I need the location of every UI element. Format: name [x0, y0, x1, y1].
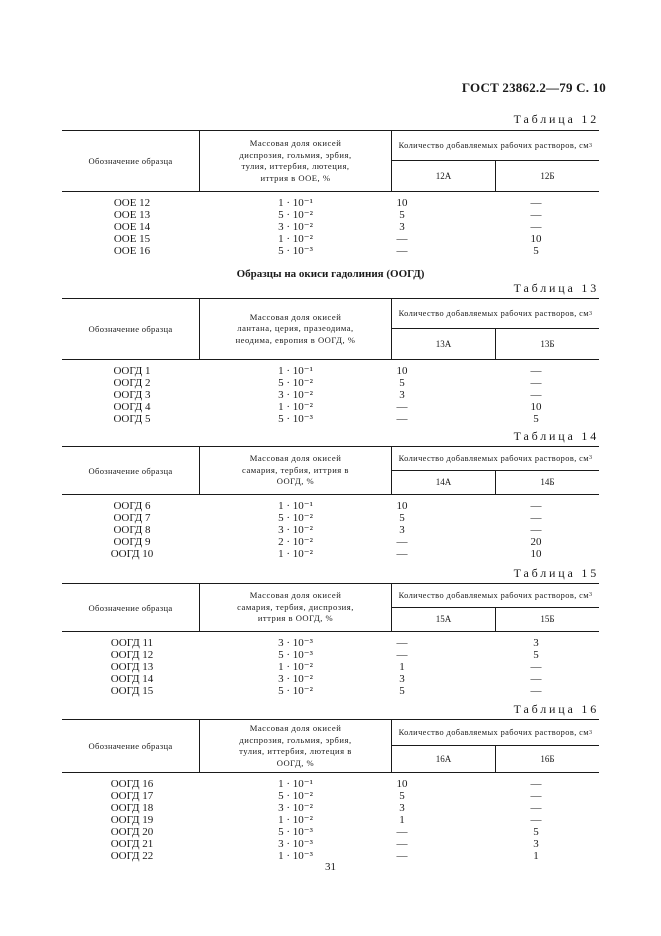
mass-fraction-cell: 3 · 10⁻²	[278, 389, 313, 401]
count-a-cell: —	[396, 245, 408, 257]
mass-fraction-cell: 5 · 10⁻²	[278, 377, 313, 389]
count-b-cell: 5	[533, 649, 539, 661]
sample-cell: ООГД 1	[113, 365, 151, 377]
count-a-cell: —	[396, 401, 408, 413]
table-12-caption: Таблица 12	[513, 112, 599, 126]
table-row	[62, 790, 599, 802]
table-row	[62, 637, 599, 649]
table-row	[62, 245, 599, 257]
mass-fraction-cell: 5 · 10⁻²	[278, 209, 313, 221]
count-a-cell: 10	[396, 778, 408, 790]
sample-cell: ООГД 10	[110, 548, 154, 560]
table-13-caption: Таблица 13	[513, 281, 599, 295]
table-header	[62, 130, 599, 192]
sample-cell: ООГД 3	[113, 389, 151, 401]
table-15-caption: Таблица 15	[513, 566, 599, 580]
sample-cell: ООГД 20	[110, 826, 154, 838]
table-row	[62, 826, 599, 838]
count-label: Количество добавляемых рабочих растворов, см	[398, 453, 590, 463]
table-16	[62, 719, 599, 862]
count-b-cell: —	[530, 661, 542, 673]
table-row	[62, 221, 599, 233]
unit-exponent: 3	[589, 142, 593, 149]
count-column-group	[392, 131, 599, 191]
table-row	[62, 377, 599, 389]
mass-fraction-column-header	[199, 299, 392, 359]
mass-fraction-text: Массовая доля окисей лантана, церия, празеодима, неодима, европия в ООГД, %	[235, 311, 356, 345]
sample-cell: ООГД 2	[113, 377, 151, 389]
sample-cell: ООЕ 14	[113, 221, 151, 233]
sample-cell: ООГД 17	[110, 790, 154, 802]
unit-exponent: 3	[589, 310, 593, 317]
sub-header-b: 13Б	[495, 329, 599, 359]
mass-fraction-cell: 3 · 10⁻²	[278, 221, 313, 233]
sub-header-b: 15Б	[495, 608, 599, 632]
mass-fraction-text: Массовая доля окисей самария, тербия, иттрия в ООГД, %	[242, 453, 349, 487]
table-body	[62, 495, 599, 560]
mass-fraction-cell: 3 · 10⁻³	[278, 838, 313, 850]
count-b-cell: —	[530, 524, 542, 536]
sample-cell: ООГД 15	[110, 685, 154, 697]
mass-fraction-cell: 5 · 10⁻³	[278, 245, 313, 257]
mass-fraction-text: Массовая доля окисей диспрозия, гольмия, эрбия, тулия, иттербия, лютеция, иттрия в ООЕ, %	[239, 138, 352, 183]
sample-cell: ООГД 9	[113, 536, 151, 548]
count-a-cell: —	[396, 649, 408, 661]
sample-cell: ООГД 19	[110, 814, 154, 826]
table-row	[62, 524, 599, 536]
mass-fraction-cell: 3 · 10⁻²	[278, 524, 313, 536]
mass-fraction-column-header	[199, 720, 392, 772]
table-header	[62, 583, 599, 632]
sub-header-a: 15А	[435, 614, 452, 625]
count-a-cell: 5	[399, 685, 405, 697]
mass-fraction-text: Массовая доля окисей самария, тербия, диспрозия, иттрия в ООГД, %	[237, 590, 354, 624]
count-a-cell: 1	[399, 814, 405, 826]
table-body	[62, 360, 599, 425]
table-row	[62, 500, 599, 512]
table-14	[62, 446, 599, 560]
table-row	[62, 197, 599, 209]
table-row	[62, 413, 599, 425]
table-16-caption: Таблица 16	[513, 702, 599, 716]
sample-cell: ООГД 14	[110, 673, 154, 685]
count-b-cell: 5	[533, 413, 539, 425]
mass-fraction-cell: 1 · 10⁻³	[278, 850, 313, 862]
count-b-cell: —	[530, 673, 542, 685]
sample-column-header: Обозначение образца	[88, 324, 173, 334]
unit-exponent: 3	[589, 592, 593, 599]
count-a-cell: —	[396, 413, 408, 425]
count-b-cell: —	[530, 221, 542, 233]
mass-fraction-cell: 5 · 10⁻²	[278, 685, 313, 697]
table-row	[62, 661, 599, 673]
count-b-cell: 1	[533, 850, 539, 862]
count-a-cell: 3	[399, 389, 405, 401]
sample-cell: ООЕ 16	[113, 245, 151, 257]
mass-fraction-column-header	[199, 447, 392, 494]
sub-headers	[392, 608, 599, 632]
count-column-header	[392, 131, 599, 161]
count-column-group	[392, 447, 599, 494]
count-label: Количество добавляемых рабочих растворов, см	[398, 141, 590, 150]
table-row	[62, 365, 599, 377]
count-a-cell: 3	[399, 221, 405, 233]
count-label: Количество добавляемых рабочих растворов, см	[398, 728, 590, 737]
section-heading: Образцы на окиси гадолиния (ООГД)	[236, 268, 425, 280]
sub-header-a: 16А	[435, 754, 452, 764]
count-column-group	[392, 720, 599, 772]
sub-headers	[392, 161, 599, 191]
count-a-cell: —	[396, 850, 408, 862]
count-column-group	[392, 299, 599, 359]
unit-exponent: 3	[589, 455, 593, 462]
count-a-cell: 3	[399, 802, 405, 814]
mass-fraction-column-header	[199, 131, 392, 191]
table-row	[62, 209, 599, 221]
table-row	[62, 685, 599, 697]
mass-fraction-cell: 3 · 10⁻²	[278, 673, 313, 685]
count-b-cell: —	[530, 389, 542, 401]
table-header	[62, 446, 599, 495]
count-b-cell: —	[530, 685, 542, 697]
table-row	[62, 536, 599, 548]
count-b-cell: —	[530, 790, 542, 802]
mass-fraction-cell: 1 · 10⁻²	[278, 661, 313, 673]
count-column-header	[392, 720, 599, 746]
count-b-cell: —	[530, 197, 542, 209]
mass-fraction-cell: 1 · 10⁻¹	[278, 500, 313, 512]
mass-fraction-cell: 3 · 10⁻²	[278, 802, 313, 814]
page-number: 31	[325, 861, 336, 873]
count-b-cell: 10	[530, 401, 542, 413]
count-b-cell: —	[530, 778, 542, 790]
sample-cell: ООГД 4	[113, 401, 151, 413]
sample-cell: ООЕ 15	[113, 233, 151, 245]
sample-cell: ООГД 13	[110, 661, 154, 673]
sub-headers	[392, 329, 599, 359]
mass-fraction-cell: 1 · 10⁻²	[278, 548, 313, 560]
sub-header-a: 13А	[435, 339, 452, 349]
count-column-header	[392, 447, 599, 471]
sample-column-header: Обозначение образца	[88, 465, 173, 476]
sub-header-b: 12Б	[495, 161, 599, 191]
sample-column-header: Обозначение образца	[88, 156, 173, 166]
unit-exponent: 3	[589, 729, 593, 736]
sample-cell: ООГД 16	[110, 778, 154, 790]
count-b-cell: —	[530, 802, 542, 814]
mass-fraction-cell: 5 · 10⁻³	[278, 413, 313, 425]
count-b-cell: 3	[533, 637, 539, 649]
count-column-group	[392, 584, 599, 631]
table-row	[62, 814, 599, 826]
sample-cell: ООГД 18	[110, 802, 154, 814]
mass-fraction-cell: 2 · 10⁻²	[278, 536, 313, 548]
mass-fraction-cell: 5 · 10⁻³	[278, 649, 313, 661]
mass-fraction-column-header	[199, 584, 392, 631]
sub-headers	[392, 746, 599, 772]
table-row	[62, 548, 599, 560]
mass-fraction-cell: 1 · 10⁻²	[278, 233, 313, 245]
mass-fraction-cell: 5 · 10⁻³	[278, 826, 313, 838]
count-b-cell: —	[530, 512, 542, 524]
count-a-cell: 10	[396, 365, 408, 377]
sub-header-a: 14А	[435, 477, 452, 488]
table-body	[62, 773, 599, 862]
count-a-cell: —	[396, 838, 408, 850]
table-header	[62, 719, 599, 773]
count-a-cell: 5	[399, 377, 405, 389]
count-b-cell: 10	[530, 233, 542, 245]
count-a-cell: —	[396, 233, 408, 245]
mass-fraction-text: Массовая доля окисей диспрозия, гольмия, эрбия, тулия, иттербия, лютеция в ООГД, %	[239, 723, 352, 768]
count-b-cell: —	[530, 500, 542, 512]
table-row	[62, 512, 599, 524]
sample-column-header: Обозначение образца	[88, 741, 173, 751]
sample-cell: ООГД 7	[113, 512, 151, 524]
count-a-cell: 3	[399, 524, 405, 536]
sample-cell: ООГД 12	[110, 649, 154, 661]
sub-header-b: 16Б	[495, 746, 599, 772]
sample-column-header: Обозначение образца	[88, 602, 173, 613]
sample-cell: ООЕ 12	[113, 197, 151, 209]
sample-cell: ООГД 21	[110, 838, 154, 850]
count-a-cell: 10	[396, 197, 408, 209]
count-b-cell: —	[530, 377, 542, 389]
mass-fraction-cell: 1 · 10⁻¹	[278, 778, 313, 790]
count-a-cell: 3	[399, 673, 405, 685]
mass-fraction-cell: 1 · 10⁻²	[278, 401, 313, 413]
count-a-cell: —	[396, 548, 408, 560]
mass-fraction-cell: 3 · 10⁻³	[278, 637, 313, 649]
mass-fraction-cell: 1 · 10⁻²	[278, 814, 313, 826]
count-b-cell: 10	[530, 548, 542, 560]
count-a-cell: —	[396, 536, 408, 548]
table-body	[62, 632, 599, 697]
table-12	[62, 130, 599, 257]
table-14-caption: Таблица 14	[513, 429, 599, 443]
count-a-cell: —	[396, 637, 408, 649]
count-label: Количество добавляемых рабочих растворов, см	[398, 309, 590, 318]
mass-fraction-cell: 1 · 10⁻¹	[278, 197, 313, 209]
sample-cell: ООГД 11	[110, 637, 154, 649]
sub-header-b: 14Б	[495, 471, 599, 495]
sample-cell: ООГД 8	[113, 524, 151, 536]
sample-cell: ООГД 5	[113, 413, 151, 425]
table-body	[62, 192, 599, 257]
sample-cell: ООЕ 13	[113, 209, 151, 221]
count-a-cell: 1	[399, 661, 405, 673]
table-header	[62, 298, 599, 360]
count-column-header	[392, 299, 599, 329]
count-a-cell: 10	[396, 500, 408, 512]
table-row	[62, 389, 599, 401]
count-b-cell: —	[530, 209, 542, 221]
table-row	[62, 778, 599, 790]
count-b-cell: 20	[530, 536, 542, 548]
table-row	[62, 673, 599, 685]
table-13	[62, 298, 599, 425]
table-row	[62, 233, 599, 245]
count-a-cell: 5	[399, 209, 405, 221]
count-b-cell: —	[530, 814, 542, 826]
count-b-cell: —	[530, 365, 542, 377]
sub-headers	[392, 471, 599, 495]
sample-cell: ООГД 22	[110, 850, 154, 862]
document-header: ГОСТ 23862.2—79 С. 10	[461, 80, 606, 95]
count-a-cell: 5	[399, 790, 405, 802]
count-b-cell: 5	[533, 245, 539, 257]
table-row	[62, 401, 599, 413]
count-b-cell: 3	[533, 838, 539, 850]
table-row	[62, 838, 599, 850]
count-b-cell: 5	[533, 826, 539, 838]
sub-header-a: 12А	[435, 171, 452, 181]
mass-fraction-cell: 5 · 10⁻²	[278, 512, 313, 524]
mass-fraction-cell: 1 · 10⁻¹	[278, 365, 313, 377]
table-row	[62, 802, 599, 814]
count-label: Количество добавляемых рабочих растворов, см	[398, 590, 590, 600]
count-column-header	[392, 584, 599, 608]
table-15	[62, 583, 599, 697]
mass-fraction-cell: 5 · 10⁻²	[278, 790, 313, 802]
count-a-cell: —	[396, 826, 408, 838]
count-a-cell: 5	[399, 512, 405, 524]
table-row	[62, 649, 599, 661]
sample-cell: ООГД 6	[113, 500, 151, 512]
